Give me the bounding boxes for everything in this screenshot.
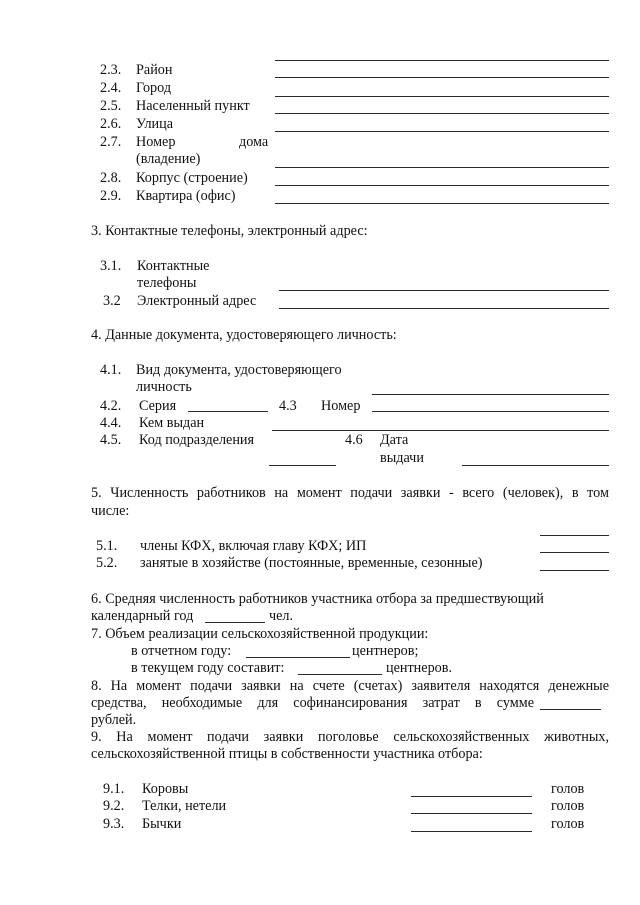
field-label-settlement: Населенный пункт xyxy=(136,98,250,114)
item-number: 2.5. xyxy=(100,98,122,114)
field-label-house-word: дома xyxy=(239,134,269,150)
item-number: 5.1. xyxy=(96,538,118,554)
item-number: 4.4. xyxy=(100,415,122,431)
doc-type-input-line[interactable] xyxy=(372,394,609,395)
field-label-doc-type: Вид документа, удостоверяющего xyxy=(136,362,342,378)
unit-centners: центнеров; xyxy=(352,643,419,659)
unit-centners: центнеров. xyxy=(386,660,453,676)
unit-heads: голов xyxy=(551,781,585,797)
livestock-label-heifers: Телки, нетели xyxy=(142,798,227,814)
section-6-line-1: 6. Средняя численность работников участника отбора за предшествующий xyxy=(91,591,544,607)
item-number: 4.3 xyxy=(279,398,297,414)
section-5-line-1 xyxy=(91,485,609,502)
settlement-input-line[interactable] xyxy=(275,113,609,114)
s5-word: в xyxy=(571,485,579,501)
field-label-series: Серия xyxy=(139,398,177,414)
item-number: 4.6 xyxy=(345,432,363,448)
item-number: 4.2. xyxy=(100,398,122,414)
livestock-label-bulls: Бычки xyxy=(142,816,182,832)
building-input-line[interactable] xyxy=(275,185,609,186)
bulls-input-line[interactable] xyxy=(411,831,532,832)
total-workers-input-line[interactable] xyxy=(540,535,609,536)
field-label-kfh-members: члены КФХ, включая главу КФХ; ИП xyxy=(140,538,367,554)
item-number: 2.7. xyxy=(100,134,122,150)
unit-heads: голов xyxy=(551,798,585,814)
field-label-email: Электронный адрес xyxy=(137,293,257,309)
section-8-line-2: средства, необходимые для софинансирования затрат в сумме xyxy=(91,695,534,711)
city-input-line[interactable] xyxy=(275,96,609,97)
heifers-input-line[interactable] xyxy=(411,813,532,814)
section-4-title: 4. Данные документа, удостоверяющего личность: xyxy=(91,327,397,343)
field-label-issued-by: Кем выдан xyxy=(139,415,205,431)
item-number: 3.1. xyxy=(100,258,122,274)
house-input-line[interactable] xyxy=(275,167,609,168)
field-label-phones: Контактные xyxy=(137,258,210,274)
issued-by-input-line[interactable] xyxy=(272,430,609,431)
item-number: 9.3. xyxy=(103,816,125,832)
s5-word: - xyxy=(449,485,454,501)
apartment-input-line[interactable] xyxy=(275,203,609,204)
item-number: 9.2. xyxy=(103,798,125,814)
field-label-phones-2: телефоны xyxy=(137,275,197,291)
item-number: 3.2 xyxy=(103,293,121,309)
unit-persons: чел. xyxy=(269,608,294,624)
section-3-title: 3. Контактные телефоны, электронный адрес: xyxy=(91,223,368,239)
unit-rubles: рублей. xyxy=(91,712,137,728)
s5-word: том xyxy=(587,485,609,501)
s5-word: (человек), xyxy=(502,485,564,501)
phones-input-line[interactable] xyxy=(279,290,609,291)
item-number: 2.9. xyxy=(100,188,122,204)
item-number: 2.6. xyxy=(100,116,122,132)
series-input-line[interactable] xyxy=(188,411,268,412)
unit-heads: голов xyxy=(551,816,585,832)
current-year-input-line[interactable] xyxy=(298,674,382,675)
section-7-title: 7. Объем реализации сельскохозяйственной продукции: xyxy=(91,626,429,642)
item-number: 4.5. xyxy=(100,432,122,448)
street-input-line[interactable] xyxy=(275,131,609,132)
item-number: 2.8. xyxy=(100,170,122,186)
s5-word: на xyxy=(274,485,289,501)
s5-word: заявки xyxy=(400,485,441,501)
amount-input-line[interactable] xyxy=(540,709,601,710)
section-5-line-2: числе: xyxy=(91,503,130,519)
field-label-number: Номер xyxy=(321,398,361,414)
s5-word: подачи xyxy=(350,485,393,501)
item-number: 4.1. xyxy=(100,362,122,378)
field-label-employed: занятые в хозяйстве (постоянные, временные, сезонные) xyxy=(140,555,483,571)
reporting-year-input-line[interactable] xyxy=(246,657,350,658)
issue-date-input-line[interactable] xyxy=(462,465,609,466)
district-input-line[interactable] xyxy=(275,77,609,78)
item-number: 2.4. xyxy=(100,80,122,96)
s5-word: работников xyxy=(196,485,266,501)
field-label-house-number: Номер xyxy=(136,134,176,150)
employed-input-line[interactable] xyxy=(540,570,609,571)
item-number: 2.3. xyxy=(100,62,122,78)
section-8-line-1: 8. На момент подачи заявки на счете (счетах) заявителя находятся денежные xyxy=(91,678,609,694)
s5-word: всего xyxy=(462,485,495,501)
current-year-label: в текущем году составит: xyxy=(131,660,285,676)
division-code-input-line[interactable] xyxy=(269,465,336,466)
s5-word: момент xyxy=(296,485,342,501)
field-label-building: Корпус (строение) xyxy=(136,170,248,186)
section-9-line-2: сельскохозяйственной птицы в собственности участника отбора: xyxy=(91,746,483,762)
email-input-line[interactable] xyxy=(279,308,609,309)
s5-word: Численность xyxy=(110,485,189,501)
field-label-city: Город xyxy=(136,80,172,96)
cows-input-line[interactable] xyxy=(411,796,532,797)
field-label-division-code: Код подразделения xyxy=(139,432,255,448)
kfh-members-input-line[interactable] xyxy=(540,552,609,553)
field-label-ownership: (владение) xyxy=(136,151,201,167)
address-top-line xyxy=(275,60,609,61)
field-label-district: Район xyxy=(136,62,173,78)
section-6-line-2: календарный год xyxy=(91,608,194,624)
field-label-issue-date-2: выдачи xyxy=(380,450,424,466)
item-number: 5.2. xyxy=(96,555,118,571)
number-input-line[interactable] xyxy=(372,411,609,412)
avg-workers-input-line[interactable] xyxy=(205,622,265,623)
field-label-doc-type-2: личность xyxy=(136,379,192,395)
item-number: 9.1. xyxy=(103,781,125,797)
section-9-line-1: 9. На момент подачи заявки поголовье сельскохозяйственных животных, xyxy=(91,729,609,745)
field-label-issue-date: Дата xyxy=(380,432,409,448)
s5-word: 5. xyxy=(91,485,102,501)
field-label-street: Улица xyxy=(136,116,174,132)
field-label-apartment: Квартира (офис) xyxy=(136,188,236,204)
livestock-label-cows: Коровы xyxy=(142,781,189,797)
reporting-year-label: в отчетном году: xyxy=(131,643,232,659)
